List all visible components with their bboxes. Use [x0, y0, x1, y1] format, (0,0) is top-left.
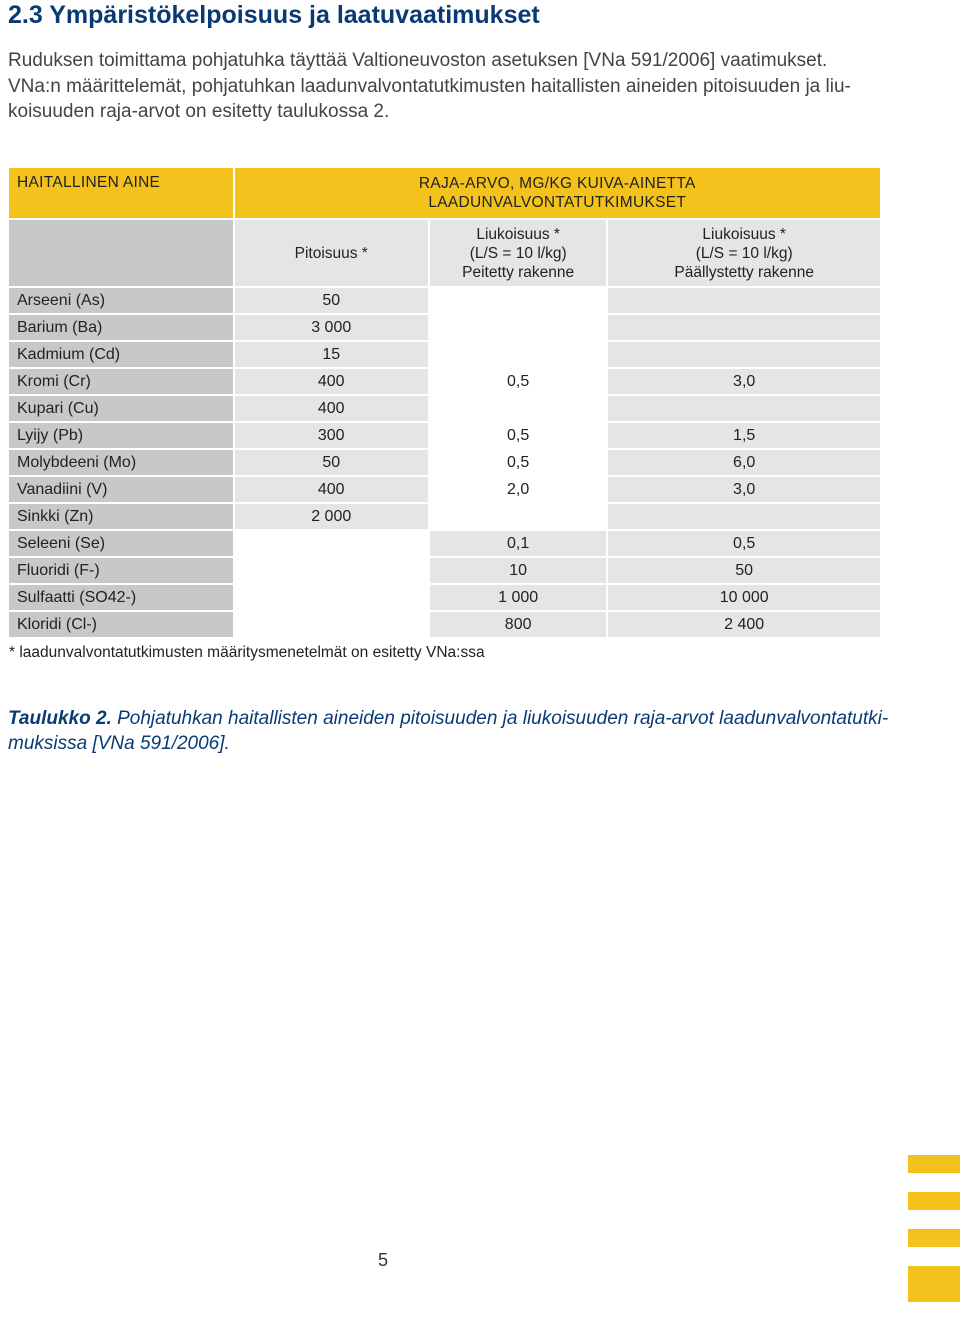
peitetty-value: 10 [429, 557, 607, 584]
substance-name: Kloridi (Cl-) [8, 611, 234, 638]
pitoisuus-value [234, 557, 429, 584]
peitetty-value: 0,5 [429, 368, 607, 395]
paallystetty-value [607, 395, 881, 422]
substance-name: Sinkki (Zn) [8, 503, 234, 530]
paallystetty-value [607, 287, 881, 314]
pitoisuus-value: 400 [234, 476, 429, 503]
pitoisuus-value [234, 530, 429, 557]
table-row [8, 557, 881, 584]
table-row [8, 368, 881, 395]
subheader-line: Liukoisuus * [702, 225, 786, 243]
peitetty-value: 1 000 [429, 584, 607, 611]
substance-name: Seleeni (Se) [8, 530, 234, 557]
caption-line-1 [8, 706, 888, 731]
peitetty-value: 0,5 [429, 449, 607, 476]
decorative-bar [908, 1229, 960, 1247]
table-row [8, 611, 881, 638]
table-row [8, 530, 881, 557]
intro-line: koisuuden raja-arvot on esitetty taulukossa 2. [8, 101, 390, 122]
table-header-row [8, 167, 881, 219]
pitoisuus-value: 2 000 [234, 503, 429, 530]
paallystetty-value: 1,5 [607, 422, 881, 449]
header-limit-line-2: LAADUNVALVONTATUTKIMUKSET [428, 194, 687, 211]
table-row [8, 422, 881, 449]
decorative-bar [908, 1266, 960, 1302]
table-footnote-row [8, 638, 881, 667]
table-subheader-row [8, 219, 881, 287]
substance-name: Vanadiini (V) [8, 476, 234, 503]
substance-name: Fluoridi (F-) [8, 557, 234, 584]
header-substance: HAITALLINEN AINE [8, 167, 234, 219]
peitetty-value: 800 [429, 611, 607, 638]
table-row [8, 314, 881, 341]
pitoisuus-value: 15 [234, 341, 429, 368]
subheader-peitetty [429, 219, 607, 287]
intro-line: VNa:n määrittelemät, pohjatuhkan laadunvalvontatutkimusten haitallisten aineiden pitoisuuden ja liu- [8, 75, 851, 97]
intro-paragraph [8, 48, 888, 125]
decorative-bars [908, 1155, 960, 1302]
substance-name: Sulfaatti (SO42-) [8, 584, 234, 611]
paallystetty-value: 3,0 [607, 476, 881, 503]
subheader-paallystetty [607, 219, 881, 287]
substance-name: Kadmium (Cd) [8, 341, 234, 368]
caption-text: Pohjatuhkan haitallisten aineiden pitoisuuden ja liukoisuuden raja-arvot laadunvalvontatutki- [111, 708, 889, 729]
header-limit-line-1: RAJA-ARVO, MG/KG KUIVA-AINETTA [418, 175, 696, 192]
decorative-bar [908, 1192, 960, 1210]
table-footnote: * laadunvalvontatutkimusten määritysmenetelmät on esitetty VNa:ssa [8, 638, 881, 667]
paallystetty-value: 3,0 [607, 368, 881, 395]
peitetty-value [429, 314, 607, 341]
paallystetty-value: 2 400 [607, 611, 881, 638]
pitoisuus-value: 3 000 [234, 314, 429, 341]
table-row [8, 584, 881, 611]
pitoisuus-value: 400 [234, 368, 429, 395]
substance-name: Lyijy (Pb) [8, 422, 234, 449]
table-row [8, 395, 881, 422]
peitetty-value [429, 503, 607, 530]
paallystetty-value: 10 000 [607, 584, 881, 611]
subheader-line: Päällystetty rakenne [674, 263, 814, 281]
pitoisuus-value: 300 [234, 422, 429, 449]
table-row [8, 449, 881, 476]
paallystetty-value: 0,5 [607, 530, 881, 557]
limit-values-table [7, 166, 882, 668]
substance-name: Molybdeeni (Mo) [8, 449, 234, 476]
pitoisuus-value: 400 [234, 395, 429, 422]
pitoisuus-value [234, 611, 429, 638]
caption-label: Taulukko 2. [8, 708, 112, 729]
intro-line: Ruduksen toimittama pohjatuhka täyttää Valtioneuvoston asetuksen [VNa 591/2006] vaatimukset. [8, 50, 828, 71]
pitoisuus-value: 50 [234, 287, 429, 314]
section-heading: 2.3 Ympäristökelpoisuus ja laatuvaatimukset [8, 1, 540, 29]
subheader-pitoisuus: Pitoisuus * [234, 219, 429, 287]
subheader-line: (L/S = 10 l/kg) [695, 244, 793, 262]
subheader-empty [8, 219, 234, 287]
paallystetty-value [607, 503, 881, 530]
peitetty-value: 0,1 [429, 530, 607, 557]
decorative-bar [908, 1155, 960, 1173]
table-row [8, 476, 881, 503]
paallystetty-value [607, 341, 881, 368]
paallystetty-value: 50 [607, 557, 881, 584]
page-number: 5 [378, 1250, 389, 1270]
table-row [8, 287, 881, 314]
header-limit-values [234, 167, 881, 219]
pitoisuus-value [234, 584, 429, 611]
pitoisuus-value: 50 [234, 449, 429, 476]
table-row [8, 503, 881, 530]
peitetty-value: 2,0 [429, 476, 607, 503]
table-row [8, 341, 881, 368]
paallystetty-value [607, 314, 881, 341]
subheader-line: Peitetty rakenne [462, 263, 575, 281]
substance-name: Kromi (Cr) [8, 368, 234, 395]
peitetty-value [429, 287, 607, 314]
substance-name: Kupari (Cu) [8, 395, 234, 422]
peitetty-value [429, 341, 607, 368]
paallystetty-value: 6,0 [607, 449, 881, 476]
substance-name: Arseeni (As) [8, 287, 234, 314]
table-caption [8, 706, 888, 756]
substance-name: Barium (Ba) [8, 314, 234, 341]
subheader-line: Liukoisuus * [476, 225, 560, 243]
peitetty-value: 0,5 [429, 422, 607, 449]
peitetty-value [429, 395, 607, 422]
subheader-line: (L/S = 10 l/kg) [469, 244, 567, 262]
caption-line-2: muksissa [VNa 591/2006]. [8, 733, 230, 754]
